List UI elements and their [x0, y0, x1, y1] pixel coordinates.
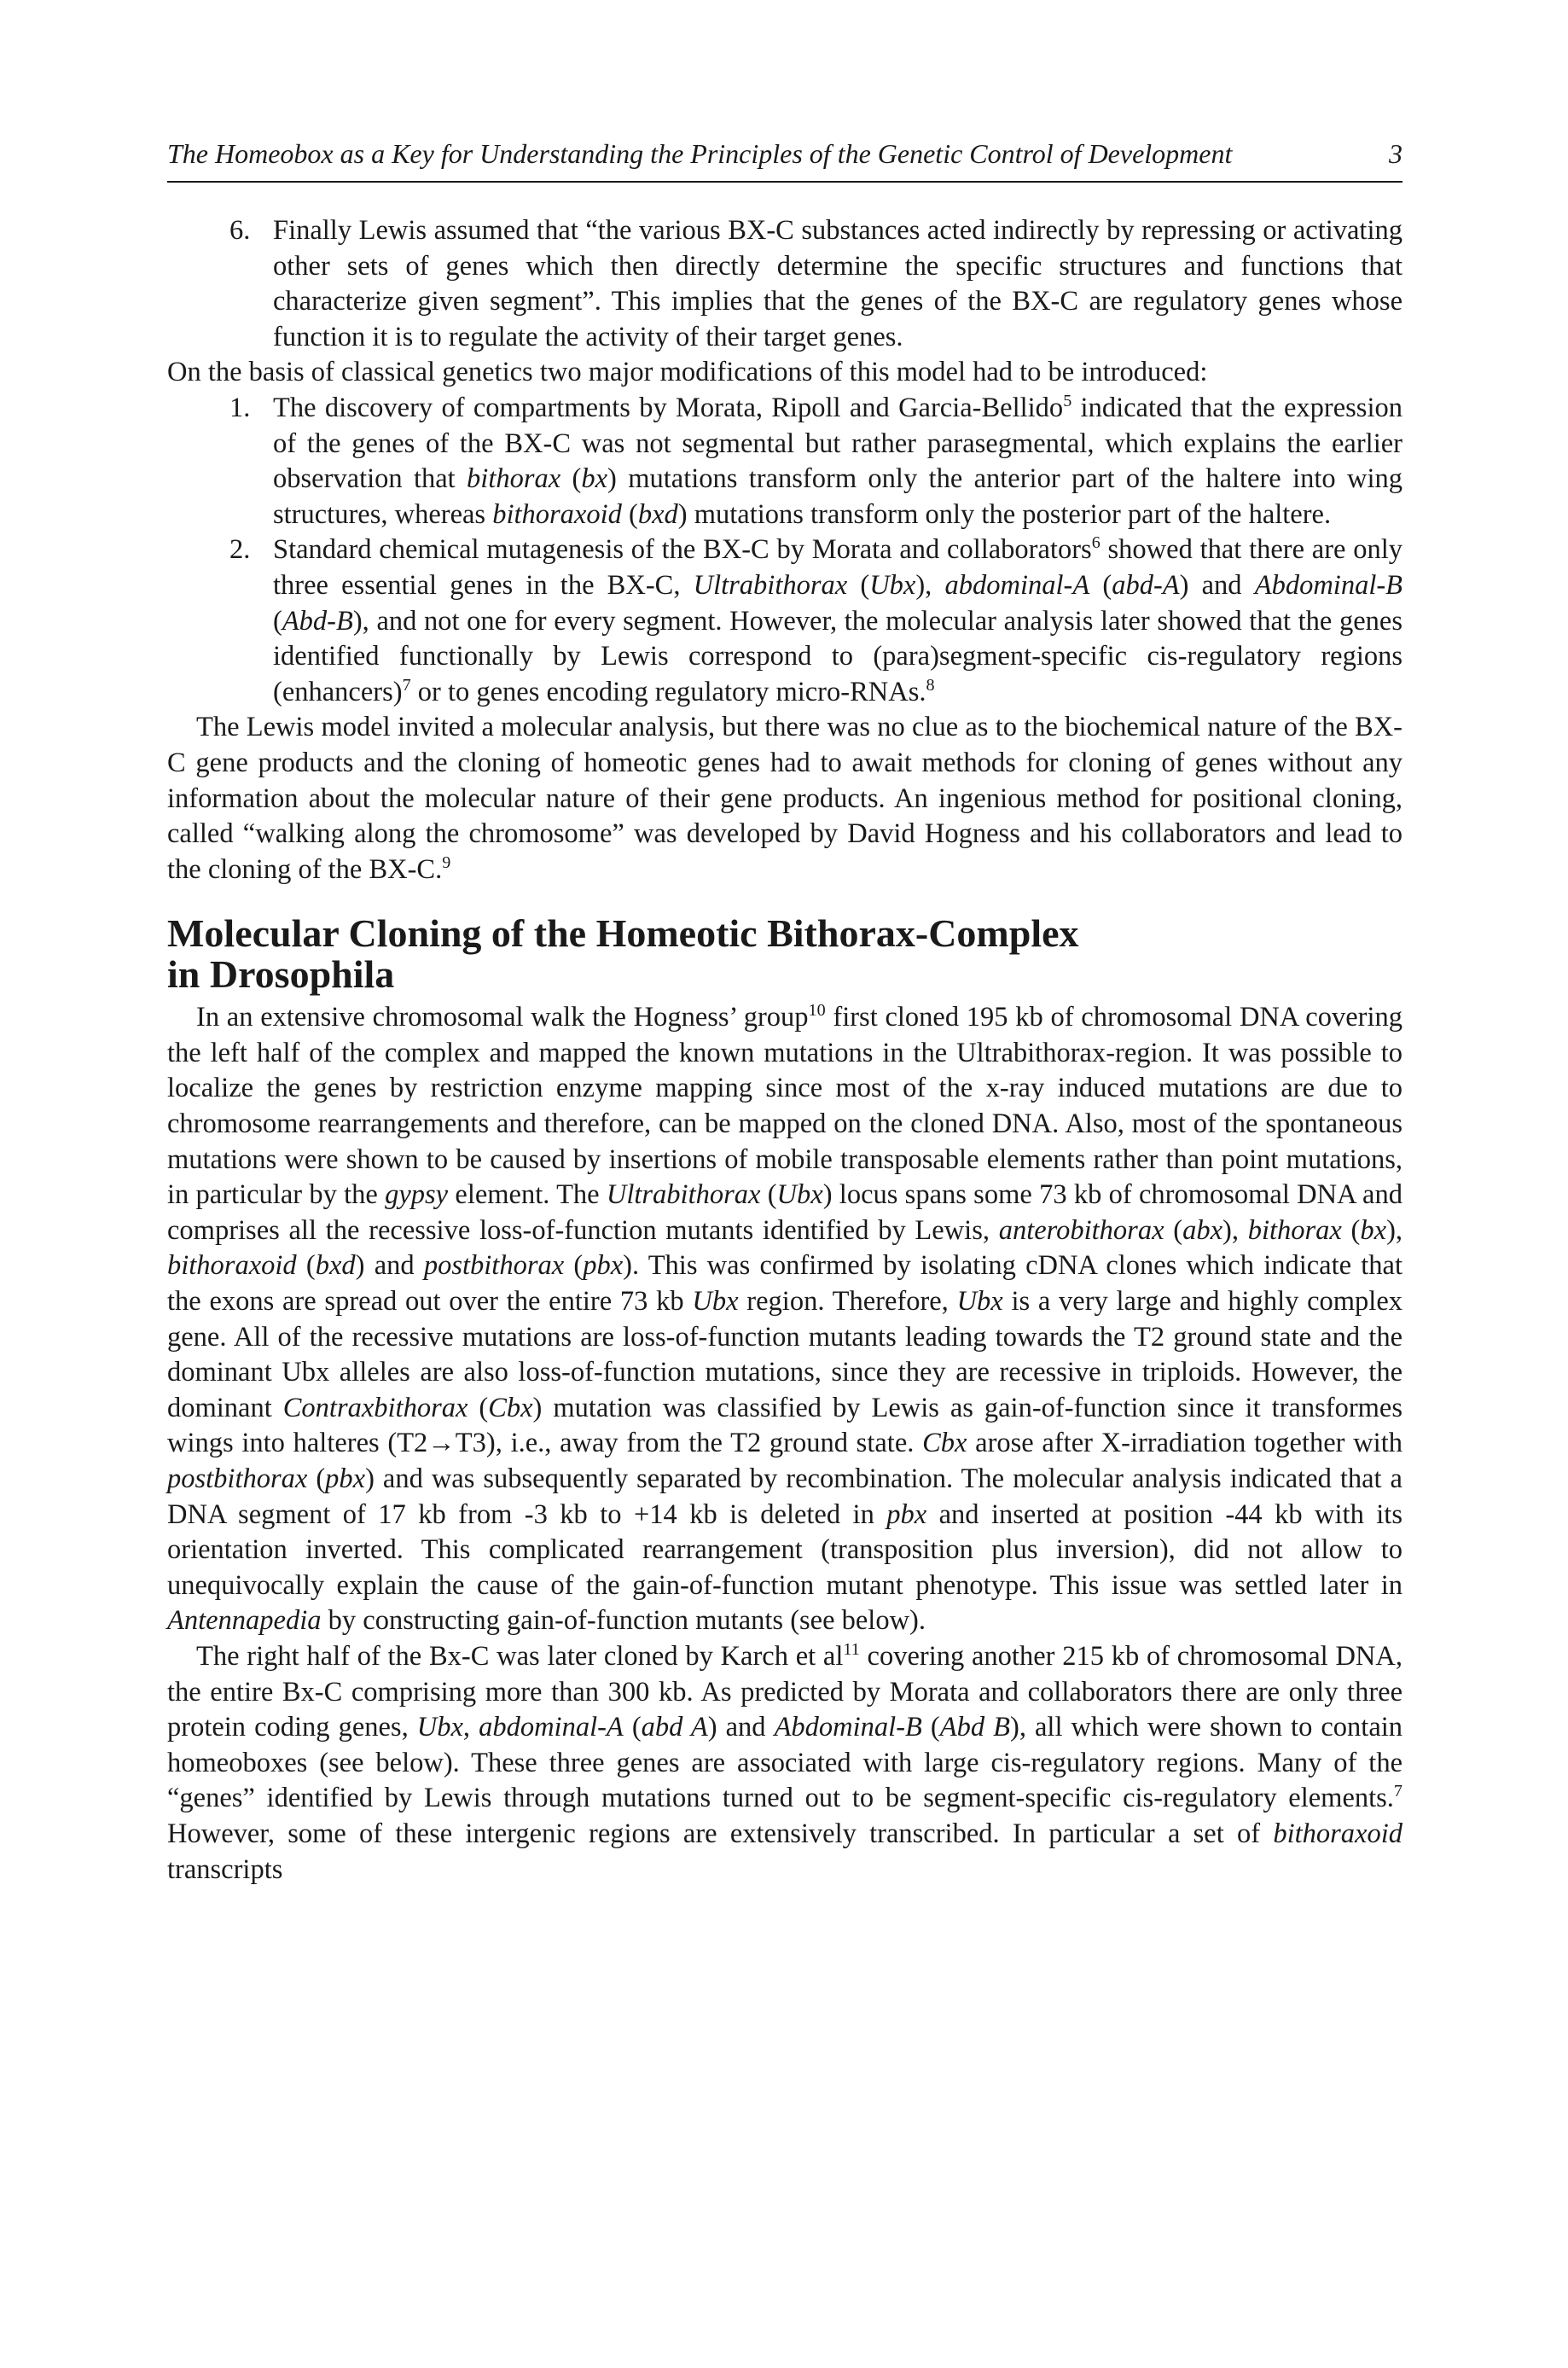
text-run: ( — [296, 1250, 316, 1282]
text-run: ( — [564, 1250, 584, 1282]
text-run: ( — [921, 1712, 940, 1743]
paragraph-lewis-model — [167, 710, 1402, 887]
list-item-6 — [167, 213, 1402, 355]
text-run: ), and not one for every segment. However, the molecular analysis later showed that the genes identified functionally by Lewis correspond to (para)segment-specific cis-regulatory regions (enhancers) — [273, 605, 1402, 707]
text-run: ) and was subsequently separated by recombination. The molecular analysis indicated that a DNA segment of 17 kb from -3 kb to +14 kb is deleted in — [167, 1463, 1402, 1530]
text-run: ), all which were shown to contain homeoboxes (see below). These three genes are associated with large cis-regulatory regions. Many of the “genes” identified by Lewis through mutations turned out to be segment-specific cis-regulatory elements. — [167, 1712, 1403, 1814]
gene-name: Ubx — [869, 569, 916, 601]
text-run: However, some of these intergenic regions are extensively transcribed. In particular a set of — [167, 1818, 1274, 1849]
text-run: ), — [915, 569, 945, 601]
gene-name: Ubx — [692, 1286, 739, 1318]
text-run: ( — [273, 605, 282, 637]
lewis-assumptions-list — [167, 213, 1402, 355]
gene-name: abdominal-A — [944, 569, 1090, 601]
gene-name: abdominal-A — [479, 1712, 624, 1743]
list-number: 2. — [229, 534, 251, 566]
text-run: ( — [307, 1463, 326, 1494]
gene-name: Ubx — [416, 1712, 463, 1743]
text-run: ), — [1386, 1214, 1403, 1246]
text-run: covering another 215 kb of chromosomal DNA, the entire Bx-C comprising more than 300 kb. As predicted by Morata and collaborators there are only three protein coding genes, — [167, 1640, 1402, 1743]
list-item-text: Finally Lewis assumed that “the various BX-C substances acted indirectly by repressing or activating other sets of genes which then directly determine the specific structures and functions that characterize given segment”. This implies that the genes of the BX-C are regulatory genes whose function it is to regulate the activity of their target genes. — [273, 215, 1402, 352]
text-run: The discovery of compartments by Morata, Ripoll and Garcia-Bellido — [273, 392, 1064, 423]
text-run: is a very large and highly complex gene. All of the recessive mutations are loss-of-function mutants leading towards the T2 ground state and the dominant Ubx alleles are also loss-of-function mutations, since they are recessive in triploids. However, the dominant — [167, 1286, 1403, 1423]
section-heading — [167, 913, 1402, 995]
list-number: 6. — [229, 215, 251, 246]
gene-name: Ubx — [776, 1179, 823, 1211]
gene-name: postbithorax — [167, 1463, 308, 1494]
list-item-1 — [167, 391, 1402, 532]
gene-name: pbx — [325, 1463, 366, 1494]
running-header — [167, 137, 1402, 183]
text-run: element. The — [448, 1179, 607, 1211]
reference-10[interactable]: 10 — [808, 1001, 826, 1021]
text-run: ) mutations transform only the anterior part of the haltere into wing structures, whereas — [273, 463, 1402, 530]
text-run: ( — [623, 1712, 642, 1743]
gene-name: Abd B — [939, 1712, 1010, 1743]
gene-name: bithorax — [1247, 1214, 1342, 1246]
gene-name: bithoraxoid — [167, 1250, 297, 1282]
text-run: showed that there are only three essential genes in the BX-C, — [273, 534, 1402, 601]
text-run: ) mutation was classified by Lewis as gain-of-function since it transformes wings into halteres (T2→T3), i.e., away from the T2 ground state. — [167, 1392, 1402, 1459]
text-run: transcripts — [167, 1853, 283, 1885]
text-run: ) locus spans some 73 kb of chromosomal DNA and comprises all the recessive loss-of-function mutants identified by Lewis, — [167, 1179, 1402, 1246]
body-text — [167, 213, 1402, 1888]
gene-name: bithorax — [467, 463, 561, 495]
text-run: ( — [560, 463, 582, 495]
text-run: first cloned 195 kb of chromosomal DNA covering the left half of the complex and mapped the known mutations in the Ultrabithorax-region. It was possible to localize the genes by restriction enzyme mapping since most of the x-ray induced mutations are due to chromosome rearrangements and therefore, can be mapped on the cloned DNA. Also, most of the spontaneous mutations were shown to be caused by insertions of mobile transposable elements rather than point mutations, in particular by the — [167, 1002, 1402, 1211]
text-run: ) and — [707, 1712, 775, 1743]
text-run: ) mutations transform only the posterior part of the haltere. — [677, 498, 1332, 530]
gene-name: Ubx — [956, 1286, 1003, 1318]
gene-name: Abdominal-B — [1254, 569, 1403, 601]
text-run: and inserted at position -44 kb with its orientation inverted. This complicated rearrangement (transposition plus inversion), did not allow to unequivocally explain the cause of the gain-of-function mutant phenotype. This issue was settled later in — [167, 1498, 1402, 1601]
paragraph-chromosomal-walk — [167, 1000, 1402, 1639]
gene-name: bxd — [637, 498, 678, 530]
text-run: The right half of the Bx-C was later cloned by Karch et al — [196, 1640, 844, 1672]
text-run: ), — [1222, 1214, 1248, 1246]
gene-name: Cbx — [488, 1392, 533, 1423]
text-run: ( — [1089, 569, 1112, 601]
paragraph-right-half — [167, 1639, 1402, 1888]
text-run: region. Therefore, — [738, 1286, 957, 1318]
section-heading-line-1: Molecular Cloning of the Homeotic Bithorax-Complex — [167, 911, 1079, 956]
gene-name: Abd-B — [282, 605, 353, 637]
text-run: by constructing gain-of-function mutants (see below). — [321, 1605, 926, 1637]
gene-name: bithoraxoid — [492, 498, 622, 530]
gene-name: Contraxbithorax — [282, 1392, 468, 1423]
modifications-list — [167, 391, 1402, 710]
text-run: ( — [847, 569, 870, 601]
gene-name: Cbx — [922, 1428, 967, 1459]
gene-name: bithoraxoid — [1273, 1818, 1402, 1849]
reference-8[interactable]: 8 — [926, 675, 935, 695]
reference-9[interactable]: 9 — [442, 852, 451, 872]
running-title: The Homeobox as a Key for Understanding the Principles of the Genetic Control of Development — [167, 138, 1233, 169]
gene-name: abd A — [641, 1712, 708, 1743]
gene-name: Ultrabithorax — [606, 1179, 761, 1211]
list-item-2 — [167, 532, 1402, 710]
modifications-intro: On the basis of classical genetics two major modifications of this model had to be introduced: — [167, 357, 1208, 388]
gene-name: pbx — [886, 1498, 927, 1530]
gene-name: anterobithorax — [998, 1214, 1164, 1246]
text-run: ( — [760, 1179, 777, 1211]
reference-7b[interactable]: 7 — [1393, 1782, 1402, 1801]
gene-name: abx — [1182, 1214, 1222, 1246]
gene-name: abd-A — [1112, 569, 1180, 601]
text-run: ) and — [1179, 569, 1255, 601]
gene-name: pbx — [583, 1250, 624, 1282]
reference-11[interactable]: 11 — [843, 1639, 860, 1659]
gene-name: bx — [1360, 1214, 1387, 1246]
text-run: The Lewis model invited a molecular analysis, but there was no clue as to the biochemical nature of the BX-C gene products and the cloning of homeotic genes had to await methods for cloning of genes without any information about the molecular nature of their gene products. An ingenious method for positional cloning, called “walking along the chromosome” was developed by David Hogness and his collaborators and lead to the cloning of the BX-C. — [167, 712, 1402, 885]
gene-name: postbithorax — [423, 1250, 565, 1282]
gene-name: bx — [581, 463, 608, 495]
reference-7[interactable]: 7 — [402, 675, 411, 695]
gene-name: Antennapedia — [167, 1605, 322, 1637]
text-run: ( — [621, 498, 638, 530]
text-run: , — [462, 1712, 479, 1743]
gene-name: gypsy — [385, 1179, 449, 1211]
text-run: ( — [1164, 1214, 1183, 1246]
text-run: In an extensive chromosomal walk the Hogness’ group — [196, 1002, 809, 1033]
gene-name: Ultrabithorax — [693, 569, 848, 601]
text-run: Standard chemical mutagenesis of the BX-C by Morata and collaborators — [273, 534, 1092, 566]
list-number: 1. — [229, 392, 251, 423]
section-heading-line-2: in Drosophila — [167, 952, 395, 997]
text-run: indicated that the expression of the genes of the BX-C was not segmental but rather parasegmental, which explains the earlier observation that — [273, 392, 1402, 495]
page-number: 3 — [1389, 138, 1402, 169]
text-run: ( — [467, 1392, 489, 1423]
text-run: ( — [1341, 1214, 1361, 1246]
reference-5[interactable]: 5 — [1063, 391, 1072, 410]
gene-name: Abdominal-B — [774, 1712, 922, 1743]
text-run: ). This was confirmed by isolating cDNA clones which indicate that the exons are spread out over the entire 73 kb — [167, 1250, 1403, 1318]
text-run: ) and — [355, 1250, 424, 1282]
text-run: or to genes encoding regulatory micro-RNAs. — [410, 676, 926, 707]
reference-6[interactable]: 6 — [1091, 533, 1101, 553]
gene-name: bxd — [315, 1250, 356, 1282]
text-run: arose after X-irradiation together with — [967, 1428, 1402, 1459]
